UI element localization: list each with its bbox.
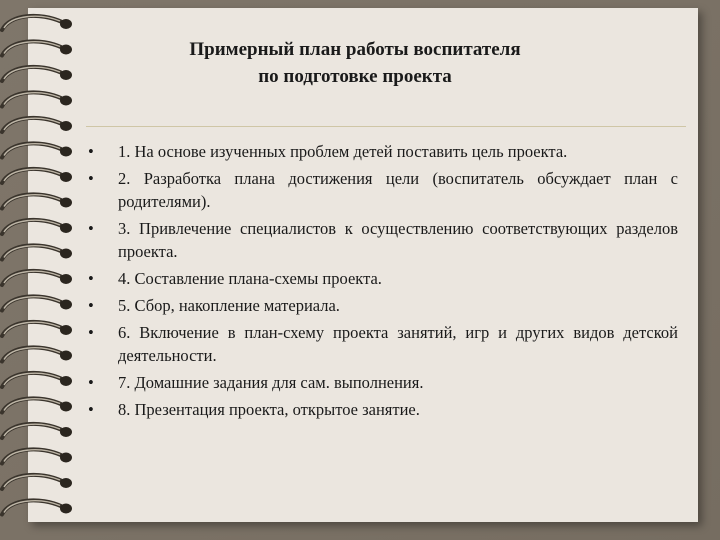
list-item (88, 217, 678, 263)
spiral-ring (2, 194, 72, 208)
list-item-text: 7. Домашние задания для сам. выполнения. (118, 373, 424, 392)
spiral-ring (2, 322, 72, 336)
list-item-text: 8. Презентация проекта, открытое занятие. (118, 400, 420, 419)
plan-list (88, 140, 678, 425)
spiral-ring (2, 398, 72, 412)
spiral-ring (2, 92, 72, 106)
spiral-ring (2, 169, 72, 183)
title-divider (86, 126, 686, 127)
bullet-icon: • (88, 142, 94, 161)
spiral-ring (2, 118, 72, 132)
spiral-ring (2, 347, 72, 361)
list-item (88, 140, 678, 163)
spiral-ring (2, 373, 72, 387)
spiral-binding (0, 8, 80, 528)
spiral-ring (2, 271, 72, 285)
bullet-icon: • (88, 296, 94, 315)
spiral-ring (2, 500, 72, 514)
list-item (88, 371, 678, 394)
spiral-ring (2, 245, 72, 259)
list-item-text: 4. Составление плана-схемы проекта. (118, 269, 382, 288)
page-title (140, 36, 570, 90)
list-item (88, 321, 678, 367)
spiral-ring (2, 16, 72, 30)
list-item-text: 6. Включение в план-схему проекта занятий, игр и других видов детской деятельности. (118, 323, 678, 365)
title-line-2: по подготовке проекта (258, 66, 452, 87)
bullet-icon: • (88, 373, 94, 392)
bullet-icon: • (88, 269, 94, 288)
list-item-text: 1. На основе изученных проблем детей поставить цель проекта. (118, 142, 568, 161)
bullet-icon: • (88, 323, 94, 342)
list-item (88, 294, 678, 317)
list-item-text: 2. Разработка плана достижения цели (воспитатель обсуждает план с родителями). (118, 169, 678, 211)
spiral-ring (2, 449, 72, 463)
spiral-ring (2, 67, 72, 81)
spiral-ring (2, 41, 72, 55)
list-item (88, 398, 678, 421)
title-line-1: Примерный план работы воспитателя (189, 39, 521, 60)
list-item (88, 267, 678, 290)
spiral-ring (2, 220, 72, 234)
spiral-ring (2, 475, 72, 489)
bullet-icon: • (88, 400, 94, 419)
spiral-ring (2, 296, 72, 310)
spiral-ring (2, 143, 72, 157)
list-item-text: 3. Привлечение специалистов к осуществлению соответствующих разделов проекта. (118, 219, 678, 261)
bullet-icon: • (88, 169, 94, 188)
spiral-ring (2, 424, 72, 438)
bullet-icon: • (88, 219, 94, 238)
list-item-text: 5. Сбор, накопление материала. (118, 296, 340, 315)
list-item (88, 167, 678, 213)
